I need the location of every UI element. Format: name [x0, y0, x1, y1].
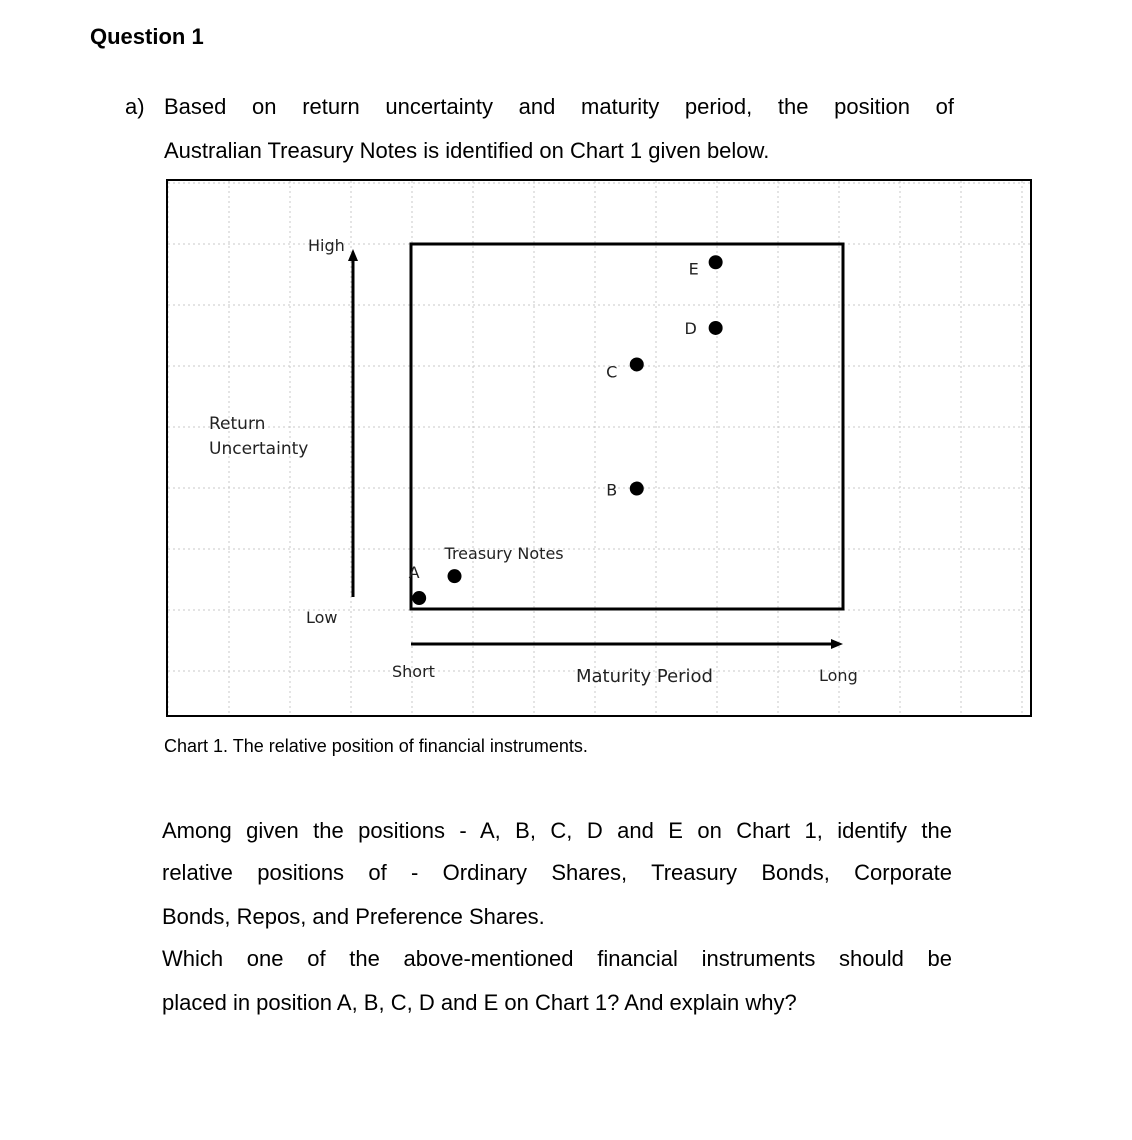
point-label-a: A	[408, 563, 420, 583]
y-high-label: High	[308, 236, 345, 255]
point-marker-d	[709, 321, 723, 335]
y-low-label: Low	[306, 608, 338, 627]
point-marker-a	[412, 591, 426, 605]
point-label-treasury-notes: Treasury Notes	[444, 544, 564, 564]
x-axis-arrowhead	[831, 639, 843, 649]
question-title: Question 1	[90, 24, 204, 49]
x-high-label: Long	[819, 666, 858, 685]
body-line-4: Which one of the above-mentioned financial instruments should be	[162, 946, 952, 971]
chart-1	[168, 181, 1030, 715]
part-label: a)	[125, 94, 145, 119]
point-label-b: B	[606, 480, 618, 500]
point-marker-e	[709, 255, 723, 269]
chart-frame	[166, 179, 1032, 717]
intro-line-2: Australian Treasury Notes is identified on Chart 1 given below.	[164, 138, 770, 163]
y-axis-arrowhead	[348, 249, 358, 261]
x-axis-title: Maturity Period	[576, 666, 713, 687]
body-line-3: Bonds, Repos, and Preference Shares.	[162, 904, 545, 929]
point-marker-c	[630, 357, 644, 371]
intro-line-1: Based on return uncertainty and maturity period, the position of	[164, 94, 954, 119]
x-low-label: Short	[392, 662, 435, 681]
chart-points	[409, 255, 723, 605]
point-marker-b	[630, 482, 644, 496]
body-line-1: Among given the positions - A, B, C, D and E on Chart 1, identify the	[162, 818, 952, 843]
body-line-5: placed in position A, B, C, D and E on Chart 1? And explain why?	[162, 990, 797, 1015]
point-label-e: E	[688, 259, 699, 279]
point-marker-treasury-notes	[448, 569, 462, 583]
chart-caption: Chart 1. The relative position of financial instruments.	[164, 736, 588, 756]
body-line-2: relative positions of - Ordinary Shares, Treasury Bonds, Corporate	[162, 860, 952, 885]
point-label-c: C	[606, 362, 618, 382]
y-axis-title-line2: Uncertainty	[209, 439, 309, 459]
point-label-d: D	[684, 318, 697, 338]
y-axis-title-line1: Return	[209, 414, 266, 434]
